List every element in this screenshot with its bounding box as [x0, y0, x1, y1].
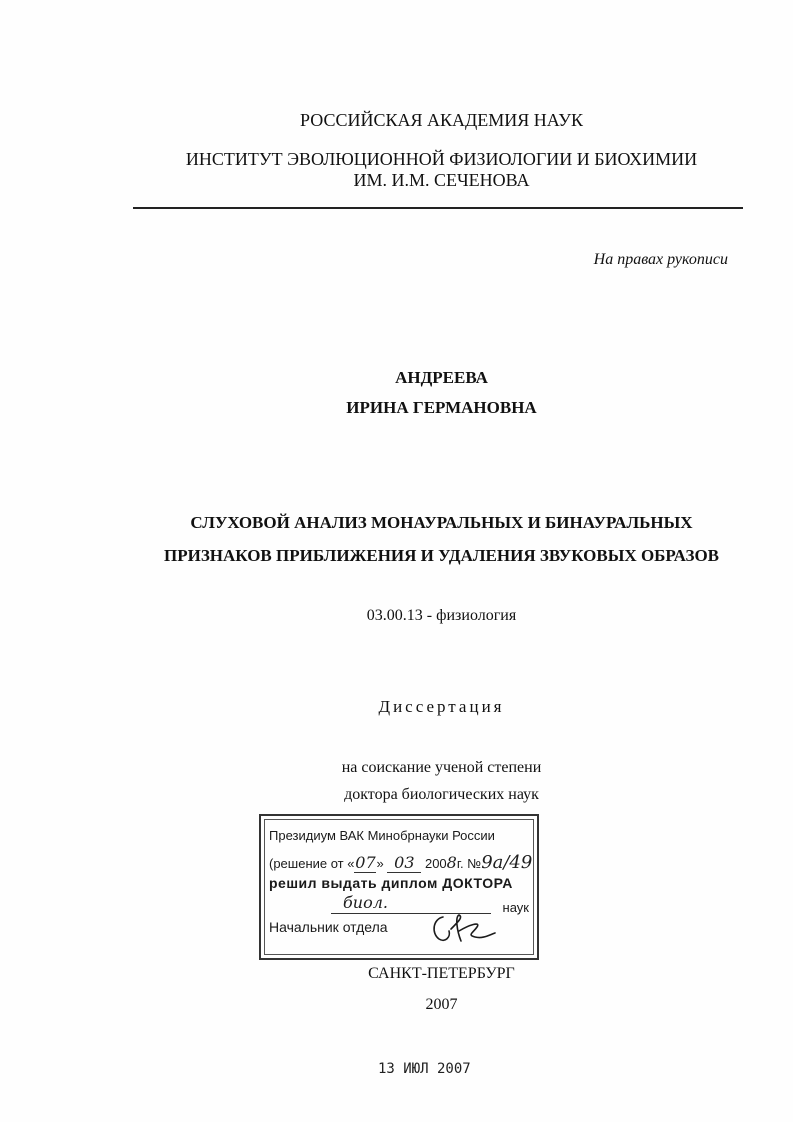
stamp-date-day: 07: [355, 853, 376, 872]
academy-name: РОССИЙСКАЯ АКАДЕМИЯ НАУК: [300, 110, 583, 130]
rights-note: На правах рукописи: [593, 251, 728, 268]
dissertation-title-line2: ПРИЗНАКОВ ПРИБЛИЖЕНИЯ И УДАЛЕНИЯ ЗВУКОВЫХ ОБРАЗОВ: [163, 546, 719, 565]
stamp-decision-number: 9а/49: [481, 852, 533, 873]
stamp-decision-prefix: (решение от «: [269, 856, 355, 871]
city: САНКТ-ПЕТЕРБУРГ: [368, 965, 515, 982]
handwritten-signature-icon: [429, 911, 499, 947]
year: 2007: [425, 996, 458, 1013]
stamp-date-year-prefix: 200: [424, 856, 447, 871]
dissertation-title-line1: СЛУХОВОЙ АНАЛИЗ МОНАУРАЛЬНЫХ И БИНАУРАЛЬНЫХ: [190, 513, 693, 532]
degree-line2: доктора биологических наук: [344, 786, 539, 803]
header-divider: [133, 207, 743, 209]
institute-name-line2: ИМ. И.М. СЕЧЕНОВА: [353, 170, 530, 190]
stamp-field-suffix: наук: [502, 900, 529, 915]
stamp-decision-line: [269, 852, 532, 873]
stamp-date-month: 03: [387, 853, 421, 873]
stamp-decision-mid: г. №: [456, 856, 482, 871]
stamp-head-of-department: Начальник отдела: [269, 919, 388, 935]
author-surname: АНДРЕЕВА: [395, 368, 488, 387]
institute-name-line1: ИНСТИТУТ ЭВОЛЮЦИОННОЙ ФИЗИОЛОГИИ И БИОХИМИИ: [185, 149, 698, 169]
document-type: Диссертация: [378, 697, 505, 716]
vak-approval-stamp: [259, 814, 539, 960]
stamp-date-year-digit: 8: [446, 853, 457, 872]
stamp-date-sep: »: [376, 856, 384, 871]
stamp-field-handwritten: биол.: [343, 893, 388, 912]
stamp-award-line: решил выдать диплом ДОКТОРА: [269, 875, 513, 891]
degree-line1: на соискание ученой степени: [341, 759, 542, 776]
stamp-authority: Президиум ВАК Минобрнауки России: [269, 828, 495, 843]
specialty-code: 03.00.13 - физиология: [366, 607, 517, 624]
author-given-names: ИРИНА ГЕРМАНОВНА: [346, 398, 537, 417]
received-date-stamp: 13 ИЮЛ 2007: [378, 1061, 471, 1077]
